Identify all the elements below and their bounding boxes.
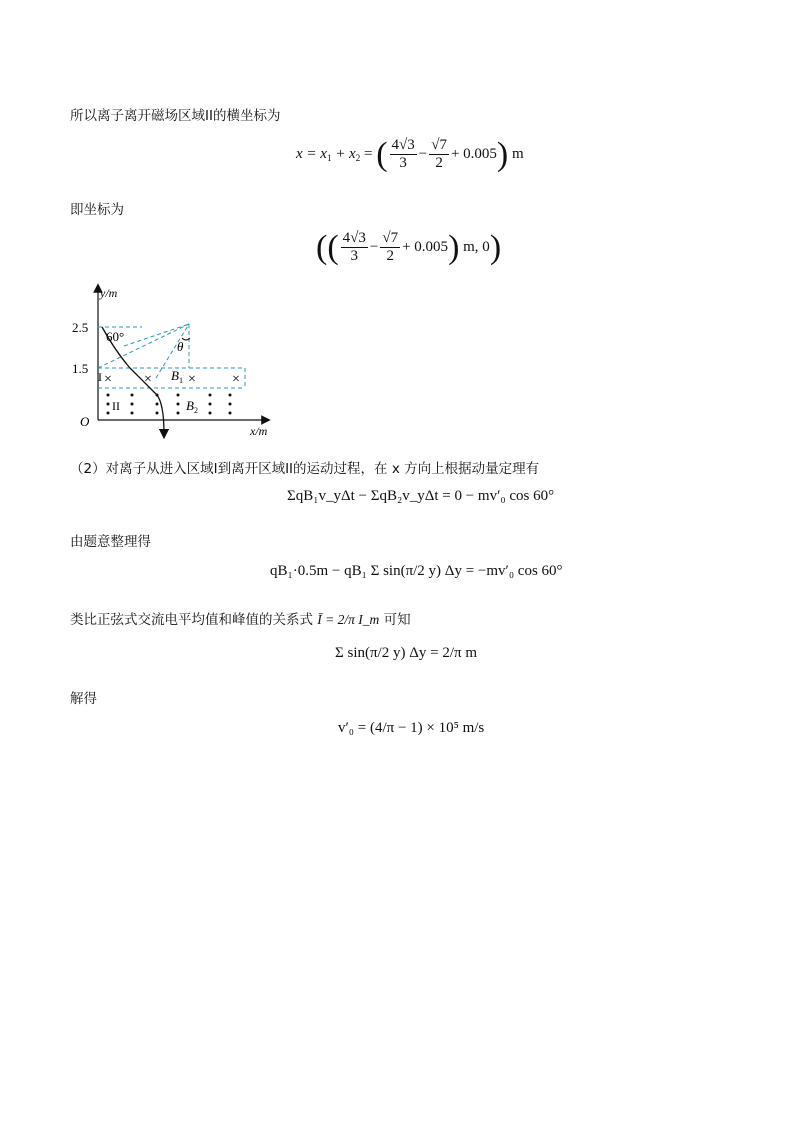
- tick-1-5: 1.5: [72, 361, 89, 376]
- paragraph-6: 解得: [70, 691, 97, 707]
- cross-3: ×: [188, 372, 196, 387]
- equation-x-coordinate: $x = x_1 + x_2$ = ( $\frac{4√3}{3}$ − $\frac{√7}{2}$ + 0.005) m: [296, 135, 524, 173]
- theta-label: θ: [177, 339, 184, 354]
- equation-momentum: ΣqB₁v_yΔt − ΣqB₂v_yΔt = 0 − mv′₀ cos 60°: [287, 488, 555, 504]
- angle-label: 60°: [106, 329, 125, 344]
- region-1-label: I: [98, 370, 102, 384]
- equation-rearranged: qB₁·0.5m − qB₁ Σ sin(π/2 y) Δy = −mv′₀ cos 60°: [270, 563, 563, 579]
- cross-1: ×: [104, 372, 112, 387]
- paragraph-1: 所以离子离开磁场区域II的横坐标为: [70, 108, 281, 124]
- cross-2: ×: [144, 372, 152, 387]
- region-2-label: II: [112, 399, 120, 413]
- paragraph-4: 由题意整理得: [70, 534, 151, 550]
- b1-label: $B_1$: [171, 368, 183, 385]
- y-axis-label: y/m: [100, 286, 118, 300]
- x-axis-label: x/m: [250, 424, 268, 438]
- trajectory-figure: [68, 282, 283, 444]
- equation-result: v′₀ = (4/π − 1) × 10⁵ m/s: [338, 720, 485, 736]
- b2-label: $B_2$: [186, 398, 198, 415]
- inline-equation: Ī = 2/π I_m: [317, 612, 380, 627]
- cross-4: ×: [232, 372, 240, 387]
- paragraph-2: 即坐标为: [70, 202, 124, 218]
- region-2-dots: [107, 394, 232, 415]
- paragraph-3: （2）对离子从进入区域I到离开区域II的运动过程，在 x 方向上根据动量定理有: [70, 461, 540, 477]
- origin-label: O: [80, 414, 90, 429]
- equation-coordinate: (( $\frac{4√3}{3}$ − $\frac{√7}{2}$ + 0.005) m, 0): [316, 228, 502, 266]
- paragraph-5: 类比正弦式交流电平均值和峰值的关系式 Ī = 2/π I_m 可知: [70, 612, 411, 628]
- tick-2-5: 2.5: [72, 320, 89, 335]
- equation-sum: Σ sin(π/2 y) Δy = 2/π m: [335, 645, 477, 661]
